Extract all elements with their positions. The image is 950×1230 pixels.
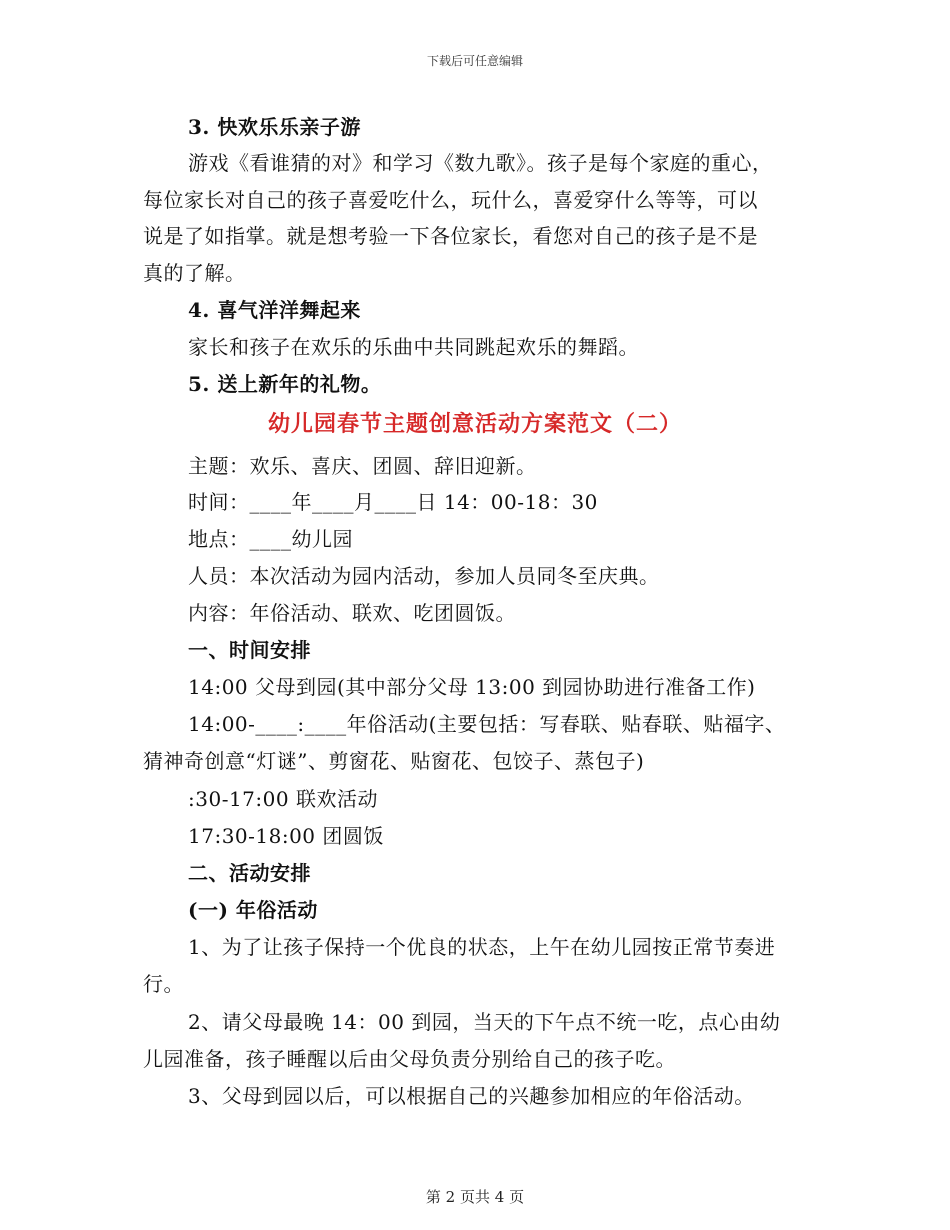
paragraph-line: 1、为了让孩子保持一个优良的状态，上午在幼儿园按正常节奏进 bbox=[188, 935, 776, 959]
list-item-5: 5. 送上新年的礼物。 bbox=[188, 372, 382, 396]
paragraph-line: 行。 bbox=[143, 972, 184, 996]
info-place: 地点：____幼儿园 bbox=[188, 527, 353, 551]
info-content: 内容：年俗活动、联欢、吃团圆饭。 bbox=[188, 601, 516, 625]
paragraph-line: 3、父母到园以后，可以根据自己的兴趣参加相应的年俗活动。 bbox=[188, 1084, 755, 1108]
schedule-line: 17:30-18:00 团圆饭 bbox=[188, 824, 384, 848]
paragraph-line: 说是了如指掌。就是想考验一下各位家长，看您对自己的孩子是不是 bbox=[143, 224, 758, 248]
paragraph-line: 儿园准备，孩子睡醒以后由父母负责分别给自己的孩子吃。 bbox=[143, 1047, 676, 1071]
schedule-line: :30-17:00 联欢活动 bbox=[188, 787, 378, 811]
schedule-line: 14:00 父母到园(其中部分父母 13:00 到园协助进行准备工作) bbox=[188, 675, 756, 699]
schedule-line: 猜神奇创意“灯谜”、剪窗花、贴窗花、包饺子、蒸包子) bbox=[143, 749, 645, 773]
heading-activities: 二、活动安排 bbox=[188, 861, 311, 885]
schedule-line: 14:00-____:____年俗活动(主要包括：写春联、贴春联、贴福字、 bbox=[188, 712, 786, 736]
paragraph-line: 2、请父母最晚 14：00 到园，当天的下午点不统一吃，点心由幼 bbox=[188, 1010, 781, 1034]
info-time: 时间：____年____月____日 14：00-18：30 bbox=[188, 490, 598, 514]
section-title: 幼儿园春节主题创意活动方案范文（二） bbox=[267, 411, 682, 437]
paragraph-line: 家长和孩子在欢乐的乐曲中共同跳起欢乐的舞蹈。 bbox=[188, 335, 639, 359]
page-footer: 第 2 页共 4 页 bbox=[425, 1188, 525, 1206]
subheading-new-year-customs: (一) 年俗活动 bbox=[188, 898, 318, 922]
list-item-4: 4. 喜气洋洋舞起来 bbox=[188, 298, 361, 322]
paragraph-line: 真的了解。 bbox=[143, 261, 246, 285]
list-item-3: 3. 快欢乐乐亲子游 bbox=[188, 115, 361, 139]
paragraph-line: 每位家长对自己的孩子喜爱吃什么，玩什么，喜爱穿什么等等，可以 bbox=[143, 188, 758, 212]
paragraph-line: 游戏《看谁猜的对》和学习《数九歌》。孩子是每个家庭的重心， bbox=[188, 151, 773, 175]
info-people: 人员：本次活动为园内活动，参加人员同冬至庆典。 bbox=[188, 564, 660, 588]
info-theme: 主题：欢乐、喜庆、团圆、辞旧迎新。 bbox=[188, 454, 537, 478]
heading-schedule: 一、时间安排 bbox=[188, 638, 311, 662]
page-header: 下载后可任意编辑 bbox=[426, 54, 523, 68]
